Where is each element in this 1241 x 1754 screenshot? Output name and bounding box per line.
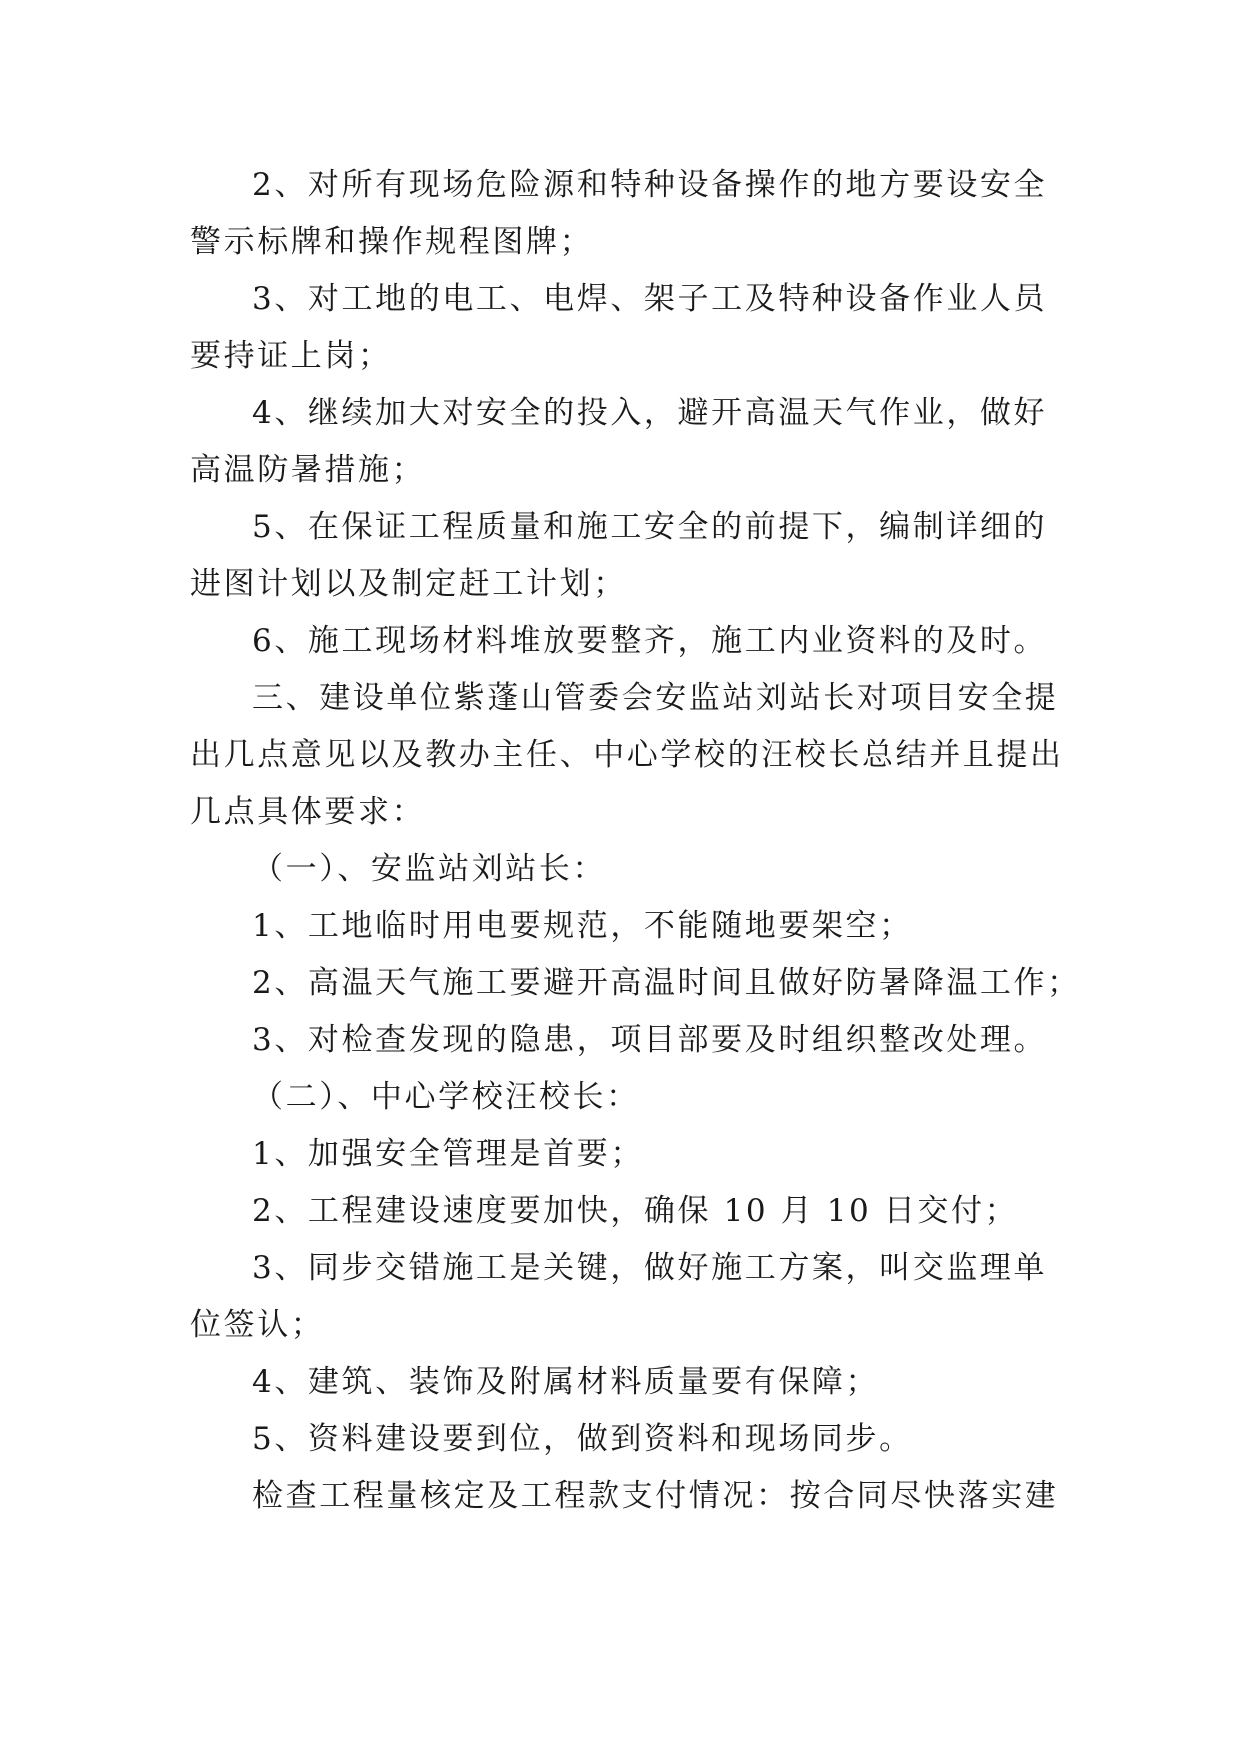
text-line: 3、同步交错施工是关键，做好施工方案，叫交监理单	[252, 1250, 1048, 1286]
section-heading: （一）、安监站刘站长：	[252, 851, 607, 887]
text-line: 进图计划以及制定赶工计划；	[190, 566, 627, 602]
text-line: 位签认；	[190, 1307, 325, 1343]
text-line: 3、对工地的电工、电焊、架子工及特种设备作业人员	[252, 281, 1048, 317]
text-line: 2、对所有现场危险源和特种设备操作的地方要设安全	[252, 167, 1048, 203]
text-line: 2、高温天气施工要避开高温时间且做好防暑降温工作；	[252, 965, 1081, 1001]
text-line: 4、继续加大对安全的投入，避开高温天气作业，做好	[252, 395, 1048, 431]
text-line: 2、工程建设速度要加快，确保 10 月 10 日交付；	[252, 1193, 1019, 1229]
text-line: 检查工程量核定及工程款支付情况：按合同尽快落实建	[252, 1478, 1059, 1514]
text-line: 6、施工现场材料堆放要整齐，施工内业资料的及时。	[252, 623, 1048, 659]
text-line: 警示标牌和操作规程图牌；	[190, 224, 594, 260]
section-heading: （二）、中心学校汪校长：	[252, 1079, 640, 1115]
text-line: 1、加强安全管理是首要；	[252, 1136, 644, 1172]
text-line: 4、建筑、装饰及附属材料质量要有保障；	[252, 1364, 880, 1400]
text-line: 要持证上岗；	[190, 338, 392, 374]
text-line: 三、建设单位紫蓬山管委会安监站刘站长对项目安全提	[252, 680, 1059, 716]
text-line: 1、工地临时用电要规范，不能随地要架空；	[252, 908, 913, 944]
text-line: 3、对检查发现的隐患，项目部要及时组织整改处理。	[252, 1022, 1048, 1058]
text-line: 5、在保证工程质量和施工安全的前提下，编制详细的	[252, 509, 1048, 545]
text-line: 几点具体要求：	[190, 794, 426, 830]
text-line: 高温防暑措施；	[190, 452, 426, 488]
text-line: 出几点意见以及教办主任、中心学校的汪校长总结并且提出	[190, 737, 1064, 773]
text-line: 5、资料建设要到位，做到资料和现场同步。	[252, 1421, 913, 1457]
